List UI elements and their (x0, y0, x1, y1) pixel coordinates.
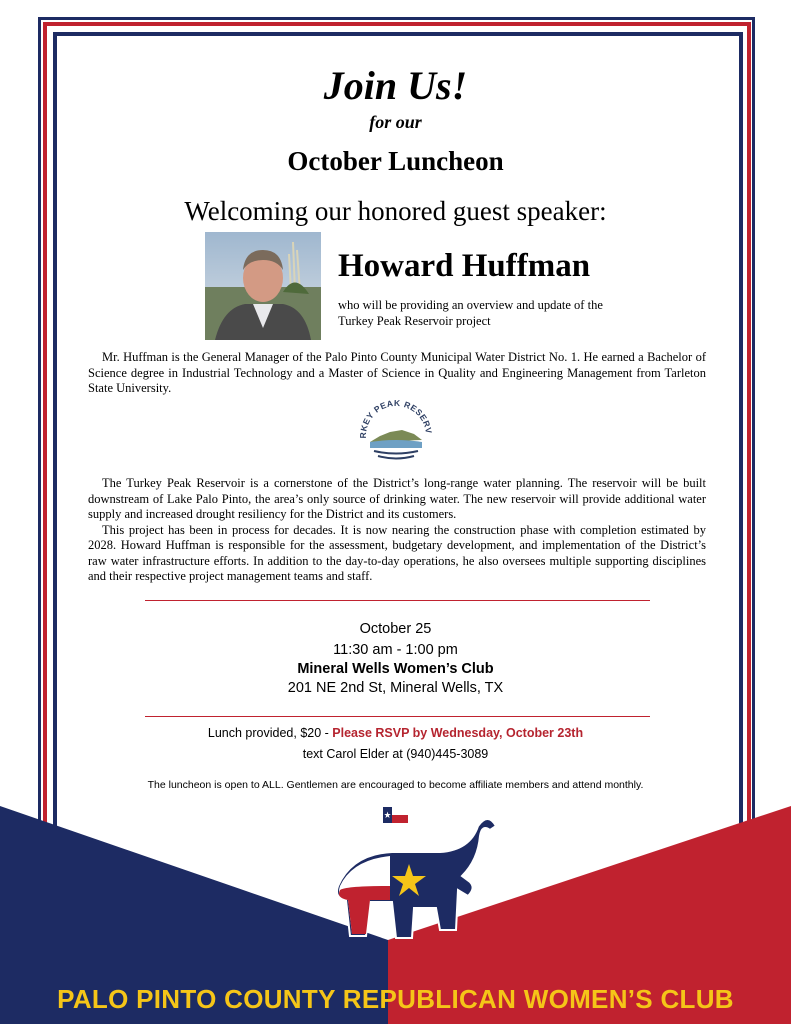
event-time: 11:30 am - 1:00 pm (333, 642, 458, 658)
open-notice: The luncheon is open to ALL. Gentlemen are encouraged to become affiliate members and attend monthly. (147, 779, 644, 791)
rsvp-contact: text Carol Elder at (940)445-3089 (302, 747, 489, 761)
bio-paragraph: Mr. Huffman is the General Manager of the Palo Pinto County Municipal Water District No. 1. He earned a Bachelor of Science degree in Industrial Technology and a Master of Science in Quality and Engineering Management from Tarleton State University. (88, 350, 706, 395)
event-date: October 25 (359, 621, 432, 637)
welcome-line: Welcoming our honored guest speaker: (184, 196, 607, 226)
for-our-text: for our (369, 112, 422, 132)
club-name: PALO PINTO COUNTY REPUBLICAN WOMEN’S CLUB (57, 984, 734, 1014)
event-venue: Mineral Wells Women’s Club (297, 661, 494, 677)
event-title: October Luncheon (287, 146, 504, 176)
speaker-topic-line-1: who will be providing an overview and update of the (338, 298, 603, 312)
project-description (88, 476, 706, 585)
speaker-bio (88, 350, 706, 397)
speaker-topic-line-2: Turkey Peak Reservoir project (338, 314, 491, 328)
speaker-photo (205, 232, 321, 340)
lunch-info (0, 726, 791, 740)
divider-bottom (145, 716, 650, 717)
divider-top (145, 600, 650, 601)
turkey-peak-reservoir-logo (356, 400, 436, 466)
project-paragraph-1: The Turkey Peak Reservoir is a cornerstone of the District’s long-range water planning. The reservoir will be built downstream of Lake Palo Pinto, the area’s only source of drinking water. The new reservoir will provide additional water supply and increased drought resiliency for the District and its customers. (88, 476, 706, 521)
speaker-name: Howard Huffman (338, 248, 591, 284)
event-address: 201 NE 2nd St, Mineral Wells, TX (287, 680, 504, 696)
join-us-heading: Join Us! (323, 63, 468, 108)
lunch-price: Lunch provided, $20 - (207, 726, 333, 740)
rsvp-deadline: Please RSVP by Wednesday, October 23th (332, 726, 584, 740)
speaker-topic (338, 297, 658, 329)
project-paragraph-2: This project has been in process for decades. It is now nearing the construction phase with completion estimated by 2028. Howard Huffman is responsible for the assessment, budgetary development, and implementation of the District’s raw water infrastructure efforts. In addition to the day-to-day operations, he also oversees multiple supporting disciplines and their respective project management teams and staff. (88, 522, 706, 583)
svg-text:TURKEY PEAK RESERVOIR: RKEY PEAK RESERV (357, 400, 434, 439)
